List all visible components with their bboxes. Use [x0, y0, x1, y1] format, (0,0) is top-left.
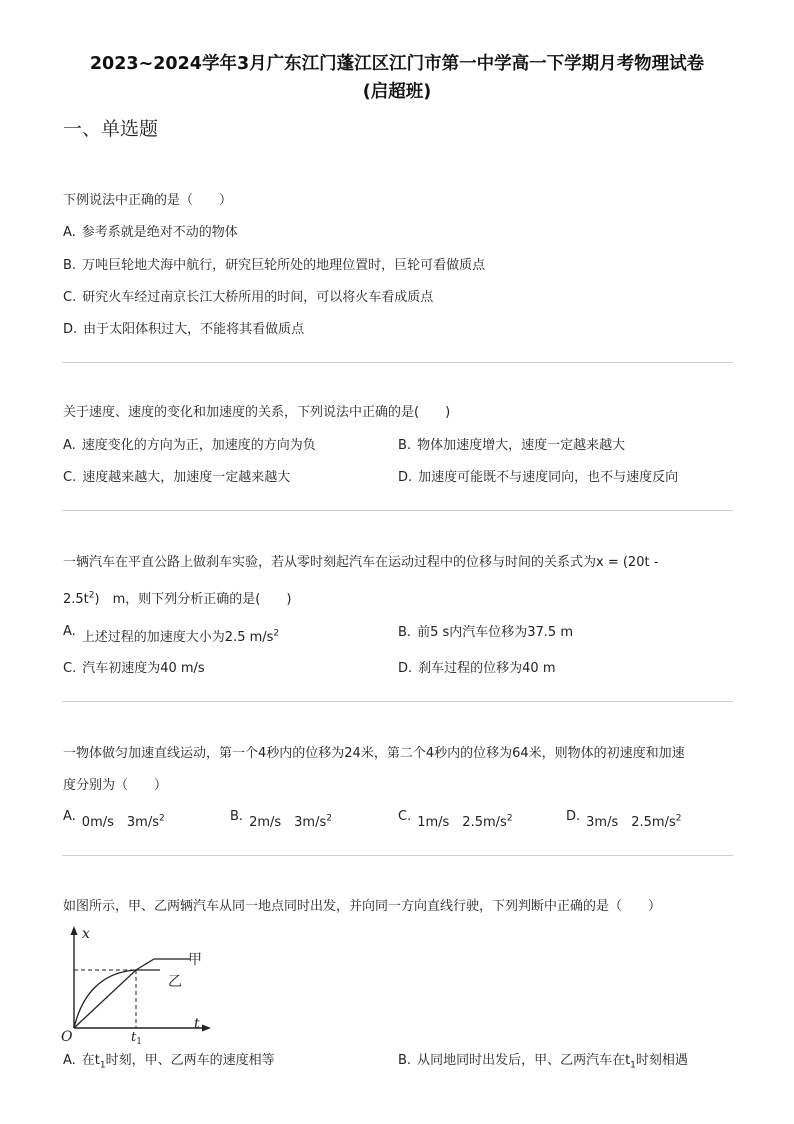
question-divider	[62, 510, 733, 511]
q3-option-a[interactable]	[63, 624, 280, 647]
exam-title: 2023~2024学年3月广东江门蓬江区江门市第一中学高一下学期月考物理试卷	[89, 54, 705, 74]
option-text: 2m/s 3m/s	[249, 815, 327, 830]
option-text: 上述过程的加速度大小为2.5 m/s	[81, 630, 274, 645]
option-text: 从同地同时出发后，甲、乙两汽车在t	[417, 1053, 631, 1068]
option-label: B.	[398, 438, 412, 453]
exponent: 2	[675, 813, 682, 824]
q1-option-c[interactable]	[63, 289, 433, 307]
option-label: B.	[230, 809, 244, 824]
q2-option-b[interactable]	[398, 437, 625, 455]
q1-option-d[interactable]	[63, 321, 304, 339]
x-axis-label: t	[194, 1016, 200, 1032]
stem-text: ) m，则下列分析正确的是( )	[94, 592, 292, 607]
question-4-stem-line2: 度分别为（ ）	[63, 778, 168, 793]
q2-option-d[interactable]	[398, 469, 678, 487]
option-text: 速度越来越大，加速度一定越来越大	[82, 470, 291, 485]
option-label: C.	[63, 290, 77, 305]
option-label: D.	[398, 661, 413, 676]
option-text: 时刻，甲、乙两车的速度相等	[105, 1053, 275, 1068]
option-text: 在t	[81, 1053, 100, 1068]
subscript: 1	[99, 1060, 106, 1071]
displacement-time-graph	[60, 924, 220, 1044]
subscript: 1	[630, 1060, 636, 1071]
option-text: 速度变化的方向为正，加速度的方向为负	[81, 438, 316, 453]
option-text: 由于太阳体积过大，不能将其看做质点	[83, 322, 305, 337]
y-axis-label: x	[82, 926, 90, 942]
q4-option-b[interactable]	[230, 809, 332, 832]
q3-option-c[interactable]	[63, 660, 205, 678]
x-axis-arrow	[202, 1025, 211, 1032]
option-text: 3m/s 2.5m/s	[586, 815, 676, 830]
option-label: C.	[63, 470, 77, 485]
option-label: A.	[63, 1053, 76, 1068]
label-jia: 甲	[188, 952, 202, 968]
question-3-stem-line2	[63, 591, 291, 609]
question-4-stem-line1: 一物体做匀加速直线运动，第一个4秒内的位移为24米，第二个4秒内的位移为64米，则物体的初速度和加速	[63, 746, 685, 761]
q4-option-a[interactable]	[63, 809, 165, 832]
option-text: 时刻相遇	[635, 1053, 688, 1068]
option-label: D.	[63, 322, 78, 337]
q5-option-a[interactable]	[63, 1052, 275, 1070]
q2-option-c[interactable]	[63, 469, 290, 487]
question-3-stem-line1: 一辆汽车在平直公路上做刹车实验，若从零时刻起汽车在运动过程中的位移与时间的关系式为x = (20t -	[63, 555, 659, 570]
line-jia	[74, 959, 190, 1028]
question-divider	[62, 855, 733, 856]
expression-term: 2.5t	[63, 592, 89, 607]
label-yi: 乙	[168, 974, 182, 990]
curve-yi	[74, 970, 160, 1028]
q3-option-d[interactable]	[398, 660, 556, 678]
q1-option-b[interactable]	[63, 257, 485, 275]
option-text: 研究火车经过南京长江大桥所用的时间，可以将火车看成质点	[82, 290, 434, 305]
exponent: 2	[326, 813, 332, 824]
question-divider	[62, 362, 733, 363]
option-label: B.	[398, 1053, 412, 1068]
option-text: 0m/s 3m/s	[81, 815, 159, 830]
q3-option-b[interactable]	[398, 624, 573, 642]
question-1-stem: 下例说法中正确的是（ ）	[63, 193, 233, 208]
t1-tick-label: $t_1$	[131, 1030, 142, 1044]
q2-option-a[interactable]	[63, 437, 316, 455]
question-divider	[62, 701, 733, 702]
y-axis-arrow	[71, 926, 78, 935]
exam-subtitle: (启超班)	[362, 82, 432, 102]
option-label: A.	[63, 624, 76, 639]
exponent: 2	[506, 813, 513, 824]
option-label: B.	[63, 258, 77, 273]
q4-option-c[interactable]	[398, 809, 513, 832]
option-label: B.	[398, 625, 412, 640]
exponent: 2	[88, 590, 95, 601]
section-title: 一、单选题	[63, 118, 159, 140]
exponent: 2	[273, 628, 280, 639]
option-label: A.	[63, 809, 76, 824]
option-label: A.	[63, 225, 76, 240]
option-text: 刹车过程的位移为40 m	[418, 661, 556, 676]
question-5-stem: 如图所示，甲、乙两辆汽车从同一地点同时出发，并向同一方向直线行驶，下列判断中正确的是（ ）	[63, 899, 662, 914]
option-text: 前5 s内汽车位移为37.5 m	[417, 625, 573, 640]
option-text: 汽车初速度为40 m/s	[82, 661, 205, 676]
option-label: D.	[566, 809, 581, 824]
q1-option-a[interactable]	[63, 224, 238, 242]
option-label: D.	[398, 470, 413, 485]
option-text: 加速度可能既不与速度同向，也不与速度反向	[418, 470, 679, 485]
question-2-stem: 关于速度、速度的变化和加速度的关系，下列说法中正确的是( )	[63, 405, 451, 420]
exponent: 2	[158, 813, 165, 824]
option-text: 万吨巨轮地犬海中航行，研究巨轮所处的地理位置时，巨轮可看做质点	[82, 258, 486, 273]
q4-option-d[interactable]	[566, 809, 682, 832]
option-text: 参考系就是绝对不动的物体	[81, 225, 238, 240]
option-text: 物体加速度增大，速度一定越来越大	[417, 438, 626, 453]
option-label: C.	[63, 661, 77, 676]
option-label: C.	[398, 809, 412, 824]
origin-label: O	[61, 1029, 73, 1044]
q5-option-b[interactable]	[398, 1052, 688, 1070]
option-label: A.	[63, 438, 76, 453]
option-text: 1m/s 2.5m/s	[417, 815, 507, 830]
